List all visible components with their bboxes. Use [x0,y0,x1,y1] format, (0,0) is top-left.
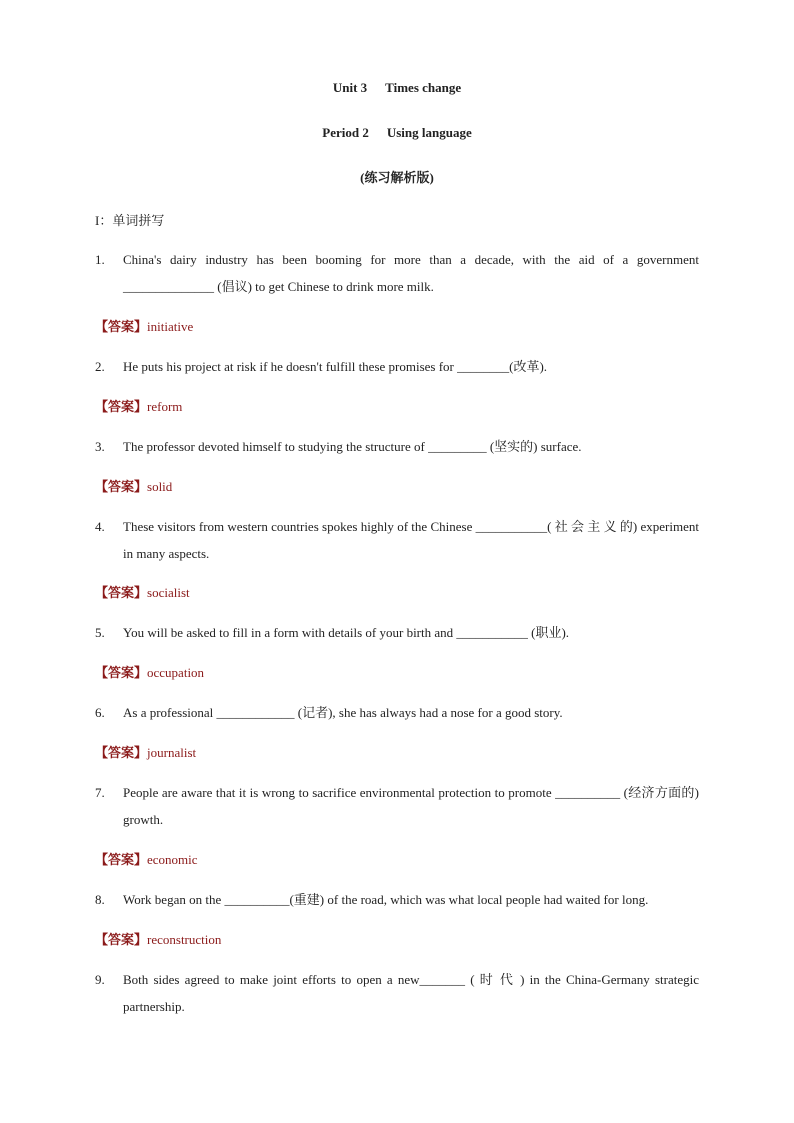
question-text: As a professional ____________ (记者), she has always had a nose for a good story. [123,705,563,720]
question-3 [95,433,699,460]
answer-label: 【答案】 [95,665,148,680]
unit-title [0,80,794,96]
question-9 [95,966,699,1020]
answer-text: journalist [147,745,197,760]
unit-name: Times change [385,80,462,95]
answer-text: initiative [147,319,194,334]
question-6 [95,699,699,726]
question-2 [95,353,699,380]
answer-label: 【答案】 [95,932,148,947]
answer-text: economic [147,852,198,867]
question-number: 8. [95,892,105,907]
question-5 [95,619,699,646]
question-number: 1. [95,252,105,267]
answer-5 [95,665,204,681]
answer-label: 【答案】 [95,479,148,494]
question-number: 5. [95,625,105,640]
question-number: 6. [95,705,105,720]
question-text: China's dairy industry has been booming for more than a decade, with the aid of a government ______________ (倡议) to get Chinese to drink more milk. [123,252,699,294]
answer-7 [95,852,198,868]
question-7 [95,779,699,833]
question-text: The professor devoted himself to studying the structure of _________ (坚实的) surface. [123,439,582,454]
question-number: 7. [95,785,105,800]
answer-text: reform [147,399,183,414]
answer-label: 【答案】 [95,399,148,414]
answer-8 [95,932,221,948]
question-number: 3. [95,439,105,454]
question-text: These visitors from western countries spokes highly of the Chinese ___________( 社 会 主 义 的) experiment in many aspects. [123,519,699,561]
answer-text: occupation [147,665,205,680]
question-4 [95,513,699,567]
answer-6 [95,745,196,761]
answer-text: solid [147,479,173,494]
question-1 [95,246,699,300]
answer-text: reconstruction [147,932,222,947]
answer-label: 【答案】 [95,852,148,867]
answer-4 [95,585,190,601]
page-subtitle: (练习解析版) [360,170,434,185]
answer-label: 【答案】 [95,319,148,334]
answer-1 [95,319,193,335]
unit-number: Unit 3 [332,80,368,95]
answer-text: socialist [147,585,190,600]
question-text: People are aware that it is wrong to sacrifice environmental protection to promote __________ (经济方面的) growth. [123,785,699,827]
period-name: Using language [386,125,472,140]
section-title: I：单词拼写 [95,213,165,228]
period-number: Period 2 [322,125,369,140]
question-text: Work began on the __________(重建) of the road, which was what local people had waited for long. [123,892,649,907]
answer-2 [95,399,182,415]
answer-label: 【答案】 [95,585,148,600]
question-number: 9. [95,972,105,987]
answer-label: 【答案】 [95,745,148,760]
question-number: 2. [95,359,105,374]
question-8 [95,886,699,913]
period-title [0,125,794,141]
question-text: You will be asked to fill in a form with details of your birth and ___________ (职业). [123,625,570,640]
question-text: Both sides agreed to make joint efforts to open a new_______ ( 时 代 ) in the China-Germany strategic partnership. [123,972,699,1014]
question-text: He puts his project at risk if he doesn't fulfill these promises for ________(改革). [123,359,548,374]
question-number: 4. [95,519,105,534]
answer-3 [95,479,172,495]
